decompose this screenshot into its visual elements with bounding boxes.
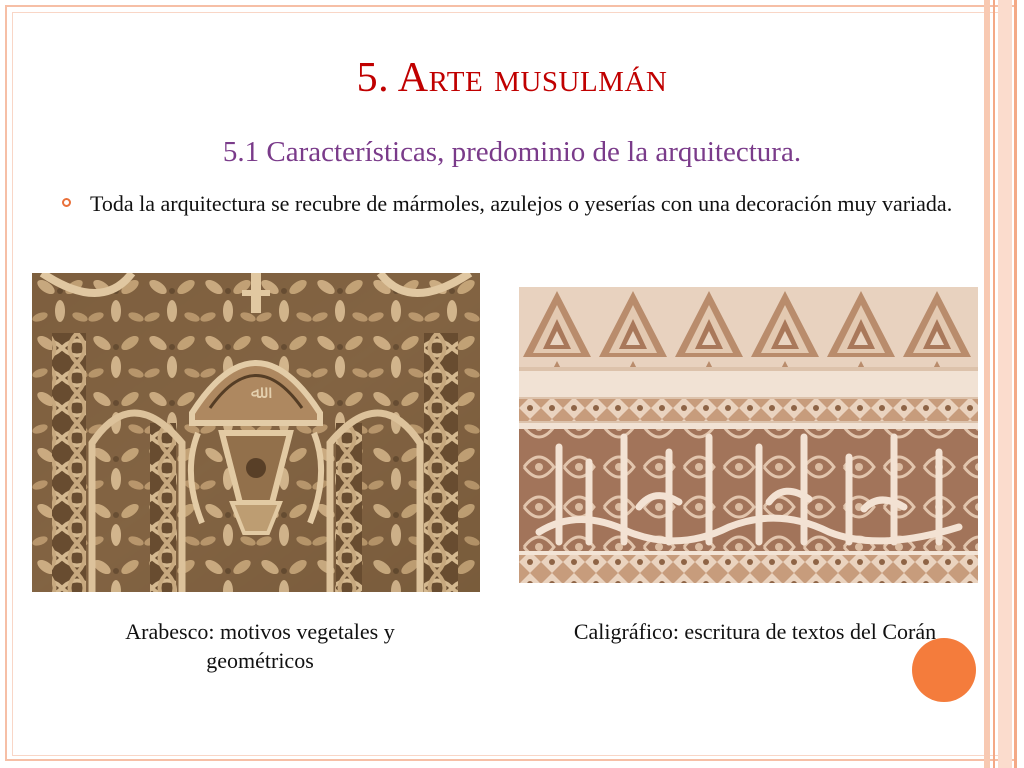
decorative-band (998, 0, 1012, 768)
slide-title: 5. Arte musulmán (356, 55, 668, 101)
decorative-band (984, 0, 990, 768)
bullet-text: Toda la arquitectura se recubre de mármoles, azulejos o yeserías con una decoración muy variada. (90, 191, 953, 216)
arabesque-photo (32, 273, 480, 592)
decorative-band (993, 0, 995, 768)
slide-subtitle: 5.1 Características, predominio de la arquitectura. (222, 136, 802, 168)
decorative-band (1014, 0, 1017, 768)
bullet-icon (62, 198, 71, 207)
orange-circle-icon (912, 638, 976, 702)
bullet-item (62, 189, 970, 219)
svg-text:ﷲ: ﷲ (250, 382, 262, 403)
caption-arabesque: Arabesco: motivos vegetales y geométricos (125, 619, 395, 673)
calligraphy-photo (519, 287, 978, 583)
caption-calligraphy: Caligráfico: escritura de textos del Corán (573, 619, 937, 644)
